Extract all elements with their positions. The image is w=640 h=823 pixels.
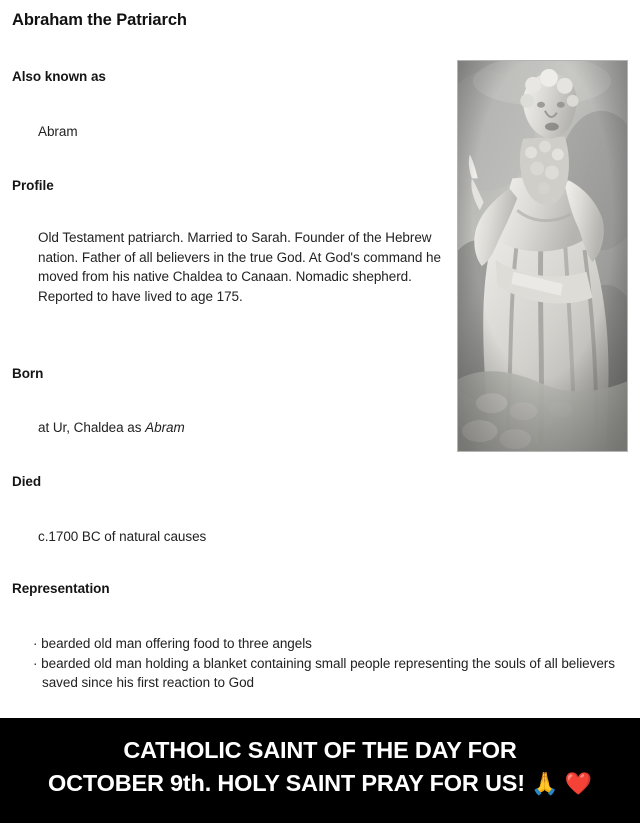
section-heading-representation: Representation [12,581,110,596]
list-item [33,634,615,654]
list-item-label: bearded old man offering food to three angels [41,636,312,651]
section-heading-born: Born [12,366,44,381]
section-body-died: c.1700 BC of natural causes [38,529,207,544]
bullet-dot-icon: · [33,655,38,671]
saint-of-the-day-banner [0,718,640,823]
folded-hands-icon: 🙏 [531,770,559,796]
bullet-dot-icon: · [33,636,38,651]
saint-statue-image [457,60,628,452]
red-heart-icon: ❤️ [564,770,592,796]
section-body-also-known-as: Abram [38,124,78,139]
banner-line-1: CATHOLIC SAINT OF THE DAY FOR [123,736,517,763]
banner-text [8,734,632,800]
born-place-text: at Ur, Chaldea as [38,420,146,435]
statue-illustration [458,61,627,451]
section-body-profile: Old Testament patriarch. Married to Sarah. Founder of the Hebrew nation. Father of all believers in the true God. At God's command he moved from his native Chaldea to Canaan. Nomadic shepherd. Reported to have lived to age 175. [38,230,441,304]
section-heading-profile: Profile [12,178,54,193]
section-heading-died: Died [12,474,42,489]
representation-bullet-list [33,634,615,693]
banner-line-2-label: OCTOBER 9th. HOLY SAINT PRAY FOR US! [48,769,525,796]
list-item [33,654,615,693]
born-alternate-name: Abram [145,420,185,435]
list-item-label: bearded old man holding a blanket containing small people representing the souls of all believers saved since his first reaction to God [41,655,615,690]
page-title: Abraham the Patriarch [12,11,187,29]
banner-line-2 [8,767,632,800]
section-body-born [38,418,453,438]
section-heading-also-known-as: Also known as [12,69,106,84]
